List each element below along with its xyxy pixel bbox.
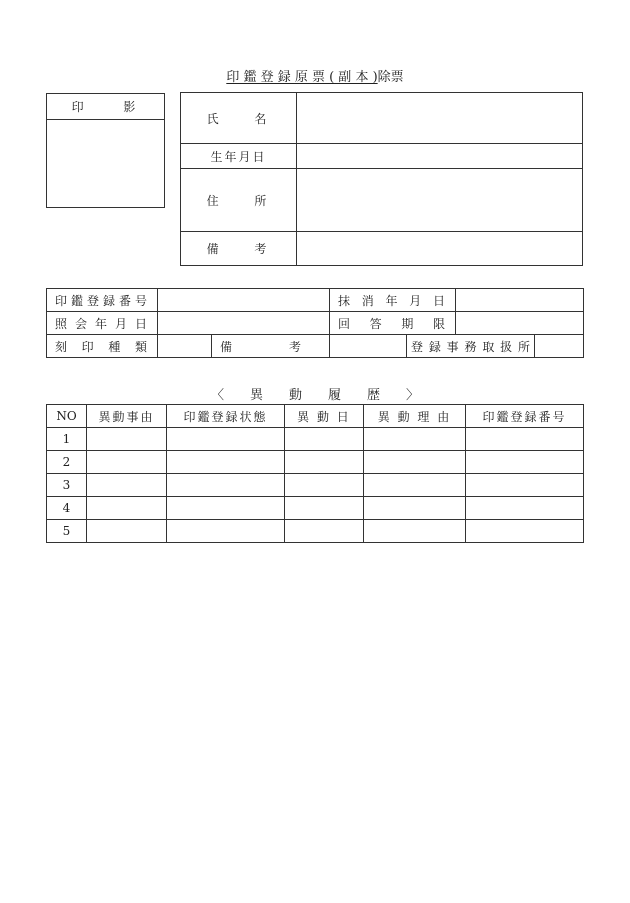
- reg-remarks-label: 備 考: [212, 335, 330, 358]
- registration-table: [46, 288, 584, 358]
- cancel-date-label: 抹 消 年 月 日: [330, 289, 456, 312]
- seal-impression-box: [46, 93, 165, 208]
- table-row: [47, 520, 584, 543]
- seal-impression-label: 印 影: [47, 94, 164, 120]
- inquiry-date-label: 照 会 年 月 日: [47, 312, 158, 335]
- row-number: 5: [47, 520, 87, 543]
- history-table: [46, 404, 584, 543]
- header-seal-status: 印鑑登録状態: [167, 405, 285, 428]
- header-no: NO: [47, 405, 87, 428]
- row-number: 1: [47, 428, 87, 451]
- cancel-date-field[interactable]: [456, 289, 584, 312]
- header-change-cause: 異 動 理 由: [364, 405, 466, 428]
- remarks-field[interactable]: [297, 232, 583, 266]
- table-row: [47, 428, 584, 451]
- header-reg-number: 印鑑登録番号: [466, 405, 584, 428]
- row-number: 3: [47, 474, 87, 497]
- personal-info-table: [180, 92, 583, 266]
- address-label: 住 所: [181, 169, 297, 232]
- header-change-reason: 異動事由: [87, 405, 167, 428]
- seal-type-label: 刻 印 種 類: [47, 335, 158, 358]
- reg-number-label: 印鑑登録番号: [47, 289, 158, 312]
- inquiry-date-field[interactable]: [158, 312, 330, 335]
- table-row: [47, 497, 584, 520]
- reply-deadline-label: 回 答 期 限: [330, 312, 456, 335]
- title-main: 印 鑑 登 録 原 票 ( 副 本 ): [226, 70, 378, 85]
- birthdate-label: 生年月日: [181, 144, 297, 169]
- name-field[interactable]: [297, 93, 583, 144]
- address-field[interactable]: [297, 169, 583, 232]
- name-label: 氏 名: [181, 93, 297, 144]
- reg-remarks-field[interactable]: [330, 335, 407, 358]
- history-header-row: [47, 405, 584, 428]
- reg-number-field[interactable]: [158, 289, 330, 312]
- remarks-label: 備 考: [181, 232, 297, 266]
- row-number: 4: [47, 497, 87, 520]
- seal-type-field[interactable]: [158, 335, 212, 358]
- row-number: 2: [47, 451, 87, 474]
- office-field[interactable]: [535, 335, 584, 358]
- table-row: [47, 474, 584, 497]
- page-title: [0, 66, 630, 85]
- header-change-date: 異 動 日: [285, 405, 364, 428]
- reply-deadline-field[interactable]: [456, 312, 584, 335]
- title-suffix: 除票: [377, 70, 404, 85]
- table-row: [47, 451, 584, 474]
- birthdate-field[interactable]: [297, 144, 583, 169]
- history-title: 〈 異 動 履 歴 〉: [210, 388, 419, 403]
- office-label: 登録事務取扱所: [407, 335, 535, 358]
